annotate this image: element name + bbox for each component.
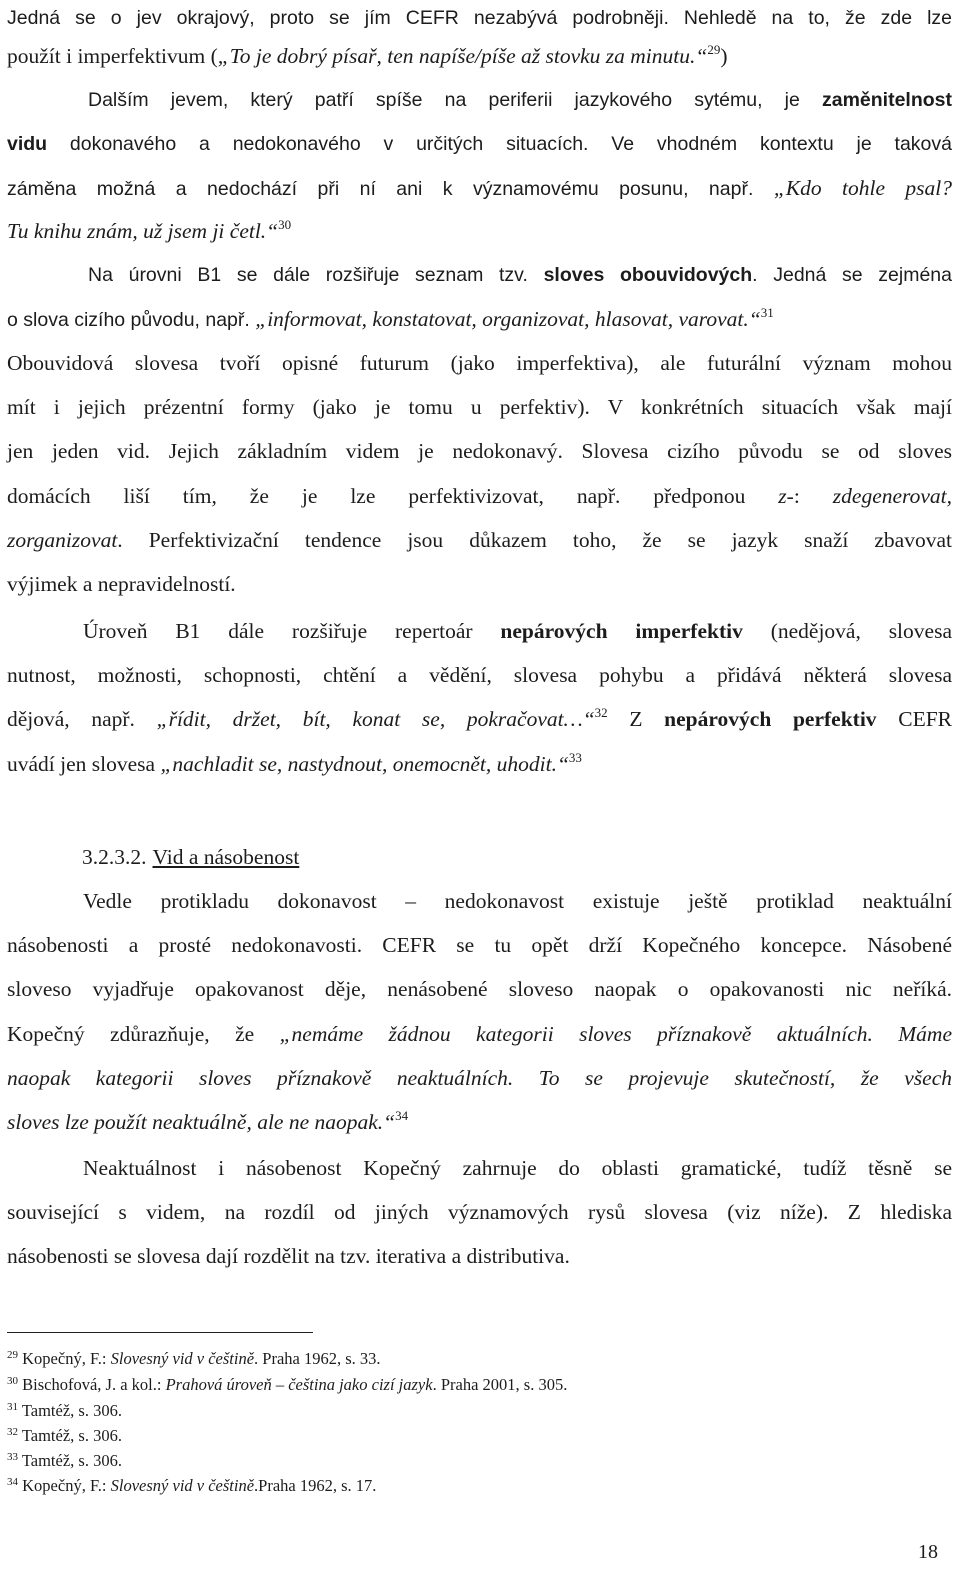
footnote-ref: 33 [568,750,582,765]
body-line: nutnost, možnosti, schopnosti, chtění a vědění, slovesa pohybu a přidává některá slovesa [7,663,952,687]
body-line: násobenosti a prosté nedokonavosti. CEFR se tu opět drží Kopečného koncepce. Násobené [7,933,952,957]
footnote: $^{31}$ Tamtéž, s. 306. [7,1401,122,1420]
body-line: domácích liší tím, že je lze perfektivizovat, např. předponou z-: zdegenerovat, [7,484,952,508]
body-line: Tu knihu znám, už jsem ji četl.“$^{30}$ [7,217,292,243]
body-line: uvádí jen slovesa „nachladit se, nastydnout, onemocnět, uhodit.“$^{33}$ [7,750,582,776]
body-line: Na úrovni B1 se dále rozšiřuje seznam tzv. sloves obouvidových. Jedná se zejména [88,264,953,286]
section-heading [82,842,299,872]
body-line: mít i jejich prézentní formy (jako je tomu u perfektiv). V konkrétních situacích však mají [7,395,952,419]
body-line: záměna možná a nedochází při ní ani k významovému posunu, např. „Kdo tohle psal? [7,176,952,200]
footnote-ref: 32 [594,705,608,720]
body-line: Úroveň B1 dále rozšiřuje repertoár nepárových imperfektiv (nedějová, slovesa [83,619,952,643]
footnote: $^{34}$ Kopečný, F.: Slovesný vid v češtině.Praha 1962, s. 17. [7,1476,377,1495]
body-line: dějová, např. „řídit, držet, bít, konat se, pokračovat…“$^{32}$ Z nepárových perfektiv CEFR [7,705,952,731]
body-line: jen jeden vid. Jejich základním videm je nedokonavý. Slovesa cizího původu se od sloves [7,439,952,463]
section-title: Vid a násobenost [152,845,300,869]
body-line: Dalším jevem, který patří spíše na periferii jazykového sytému, je zaměnitelnost [88,89,952,111]
footnote: $^{30}$ Bischofová, J. a kol.: Prahová úroveň – čeština jako cizí jazyk. Praha 2001, s. 305. [7,1375,568,1394]
body-line: sloves lze použít neaktuálně, ale ne naopak.“$^{34}$ [7,1108,409,1134]
body-line: Vedle protikladu dokonavost – nedokonavost existuje ještě protiklad neaktuální [83,889,952,913]
section-number: 3.2.3.2. [82,845,147,869]
body-line: použít i imperfektivum („To je dobrý písař, ten napíše/píše až stovku za minutu.“$^{29}$) [7,42,728,68]
footnote-ref: 31 [760,305,774,320]
body-line: vidu dokonavého a nedokonavého v určitých situacích. Ve vhodném kontextu je taková [7,133,952,155]
footnote-separator [7,1332,313,1333]
body-line: naopak kategorii sloves příznakově neaktuálních. To se projevuje skutečností, že všech [7,1066,952,1090]
footnote-ref: 30 [278,217,292,232]
footnote: $^{29}$ Kopečný, F.: Slovesný vid v češtině. Praha 1962, s. 33. [7,1349,381,1368]
page-number: 18 [918,1541,938,1563]
body-line: Jedná se o jev okrajový, proto se jím CEFR nezabývá podrobněji. Nehledě na to, že zde lze [7,7,952,29]
body-line: výjimek a nepravidelností. [7,572,236,596]
body-line: o slova cizího původu, např. „informovat, konstatovat, organizovat, hlasovat, varovat.“$^{31}$ [7,305,774,331]
body-line: Obouvidová slovesa tvoří opisné futurum (jako imperfektiva), ale futurální význam mohou [7,351,952,375]
body-line: související s videm, na rozdíl od jiných významových rysů slovesa (viz níže). Z hlediska [7,1200,952,1224]
body-line: Neaktuálnost i násobenost Kopečný zahrnuje do oblasti gramatické, tudíž těsně se [83,1156,952,1180]
body-line: Kopečný zdůrazňuje, že „nemáme žádnou kategorii sloves příznakově aktuálních. Máme [7,1022,952,1046]
body-line: sloveso vyjadřuje opakovanost děje, nenásobené sloveso naopak o opakovanosti nic neříká. [7,977,952,1001]
footnote-ref: 29 [707,42,721,57]
footnote-ref: 34 [395,1108,409,1123]
footnote: $^{33}$ Tamtéž, s. 306. [7,1451,122,1470]
body-line: zorganizovat. Perfektivizační tendence jsou důkazem toho, že se jazyk snaží zbavovat [7,528,952,552]
footnote: $^{32}$ Tamtéž, s. 306. [7,1426,122,1445]
body-line: násobenosti se slovesa dají rozdělit na tzv. iterativa a distributiva. [7,1244,570,1268]
